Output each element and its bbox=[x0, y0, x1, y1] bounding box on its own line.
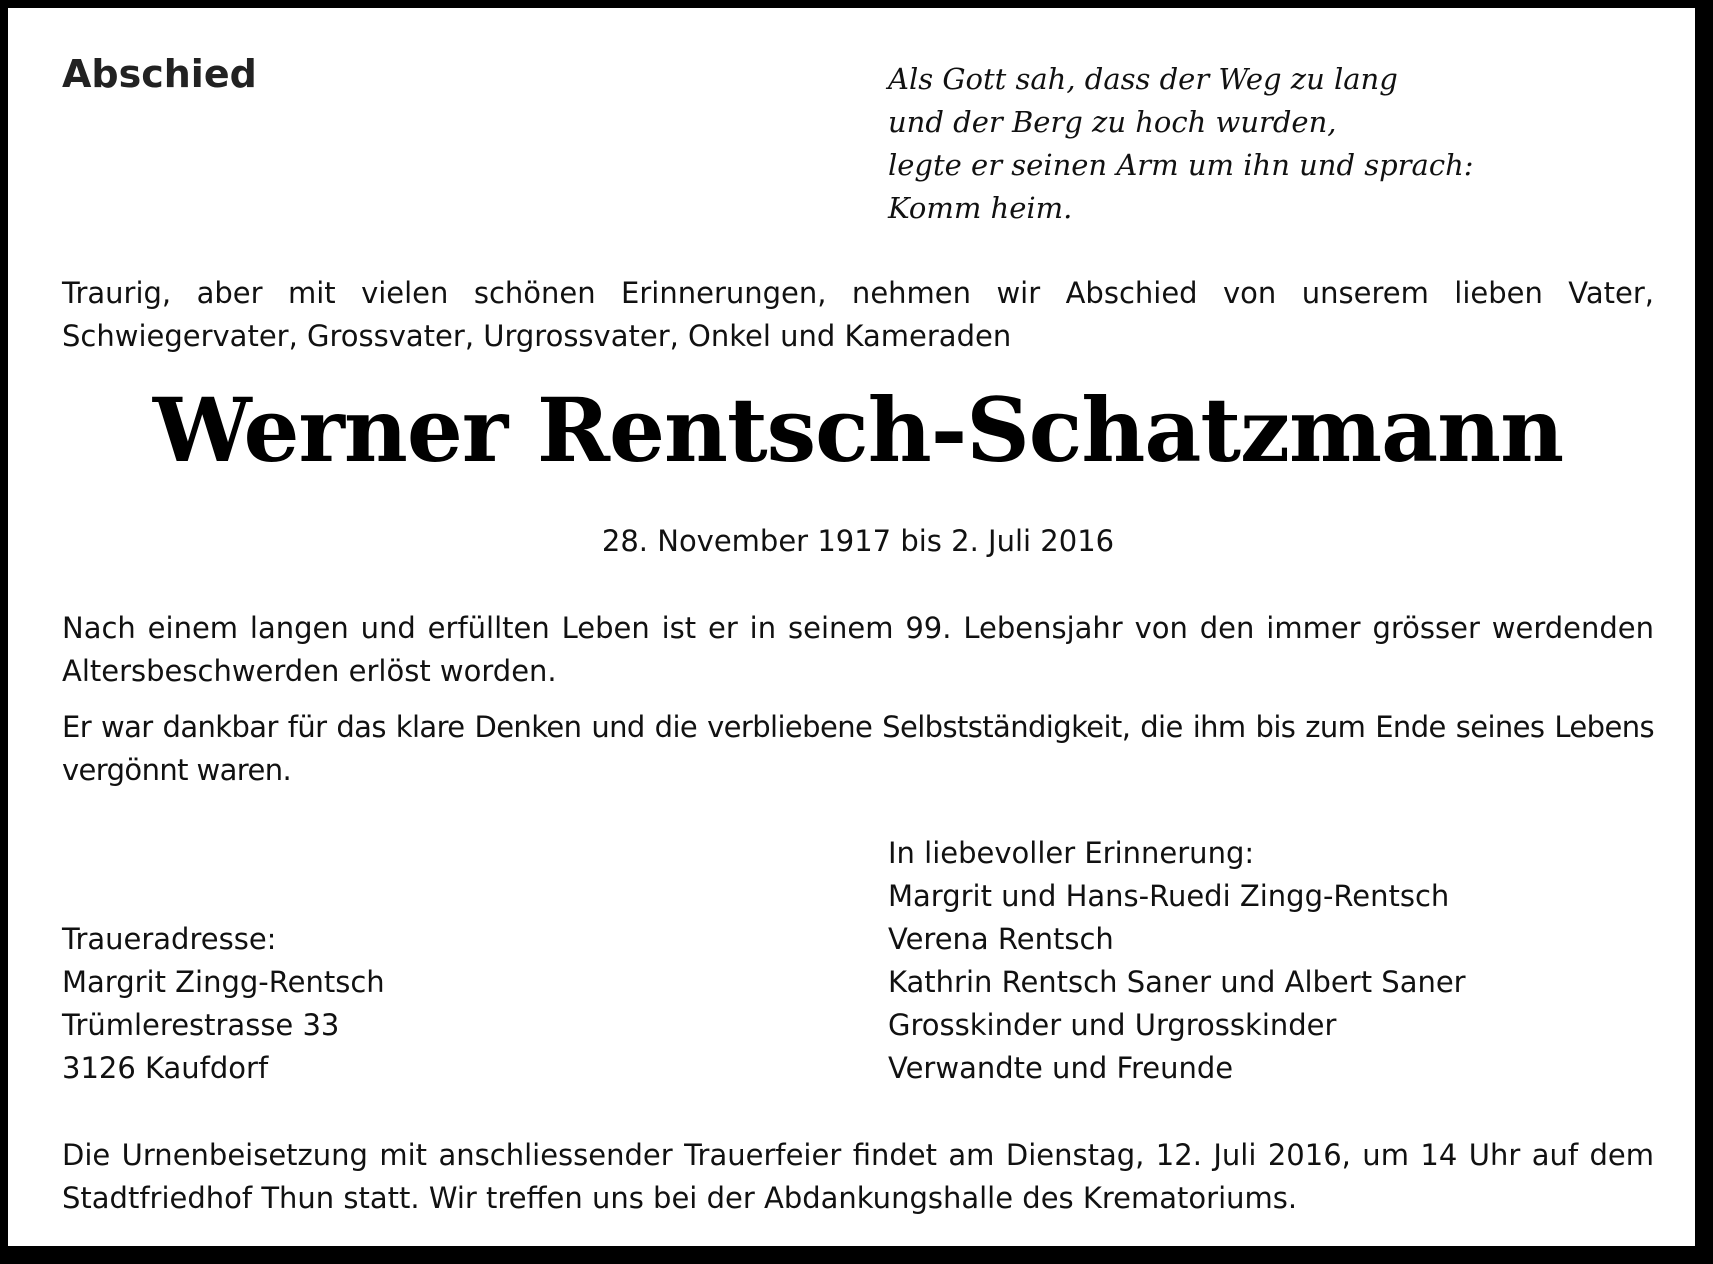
mourners-block bbox=[888, 832, 1648, 1090]
mourner-name: Kathrin Rentsch Saner und Albert Saner bbox=[888, 965, 1466, 999]
mourner-name: Verwandte und Freunde bbox=[888, 1051, 1234, 1085]
poem-line: und der Berg zu hoch wurden, bbox=[888, 105, 1337, 139]
mourning-address bbox=[62, 918, 762, 1090]
mourner-name: Grosskinder und Urgrosskinder bbox=[888, 1008, 1337, 1042]
poem-line: legte er seinen Arm um ihn und sprach: bbox=[888, 148, 1474, 182]
deceased-name: Werner Rentsch-Schatzmann bbox=[152, 378, 1564, 482]
poem bbox=[888, 58, 1628, 230]
address-name: Margrit Zingg-Rentsch bbox=[62, 965, 385, 999]
address-city: 3126 Kaufdorf bbox=[62, 1051, 269, 1085]
notice-heading: Abschied bbox=[62, 52, 257, 96]
poem-line: Als Gott sah, dass der Weg zu lang bbox=[888, 62, 1398, 96]
poem-line: Komm heim. bbox=[888, 191, 1073, 225]
life-dates: 28. November 1917 bis 2. Juli 2016 bbox=[601, 524, 1115, 558]
ceremony-info: Die Urnenbeisetzung mit anschliessender Trauerfeier findet am Dienstag, 12. Juli 2016, um 14 Uhr auf dem Stadtfriedhof Thun statt. Wir treffen uns bei der Abdankungshalle des Krematoriums. bbox=[62, 1138, 1654, 1215]
mourner-name: Margrit und Hans-Ruedi Zingg-Rentsch bbox=[888, 879, 1450, 913]
paragraph-life: Nach einem langen und erfüllten Leben ist er in seinem 99. Lebensjahr von den immer grösser werdenden Altersbeschwerden erlöst worden. bbox=[62, 611, 1654, 688]
mourner-name: Verena Rentsch bbox=[888, 922, 1114, 956]
address-street: Trümlerestrasse 33 bbox=[62, 1008, 340, 1042]
mourners-heading: In liebevoller Erinnerung: bbox=[888, 836, 1255, 870]
paragraph-gratitude: Er war dankbar für das klare Denken und die verbliebene Selbstständigkeit, die ihm bis zum Ende seines Lebens vergönnt waren. bbox=[62, 710, 1654, 787]
intro-text: Traurig, aber mit vielen schönen Erinnerungen, nehmen wir Abschied von unserem lieben Vater, Schwiegervater, Grossvater, Urgrossvater, Onkel und Kameraden bbox=[62, 276, 1654, 353]
address-label: Traueradresse: bbox=[62, 922, 277, 956]
